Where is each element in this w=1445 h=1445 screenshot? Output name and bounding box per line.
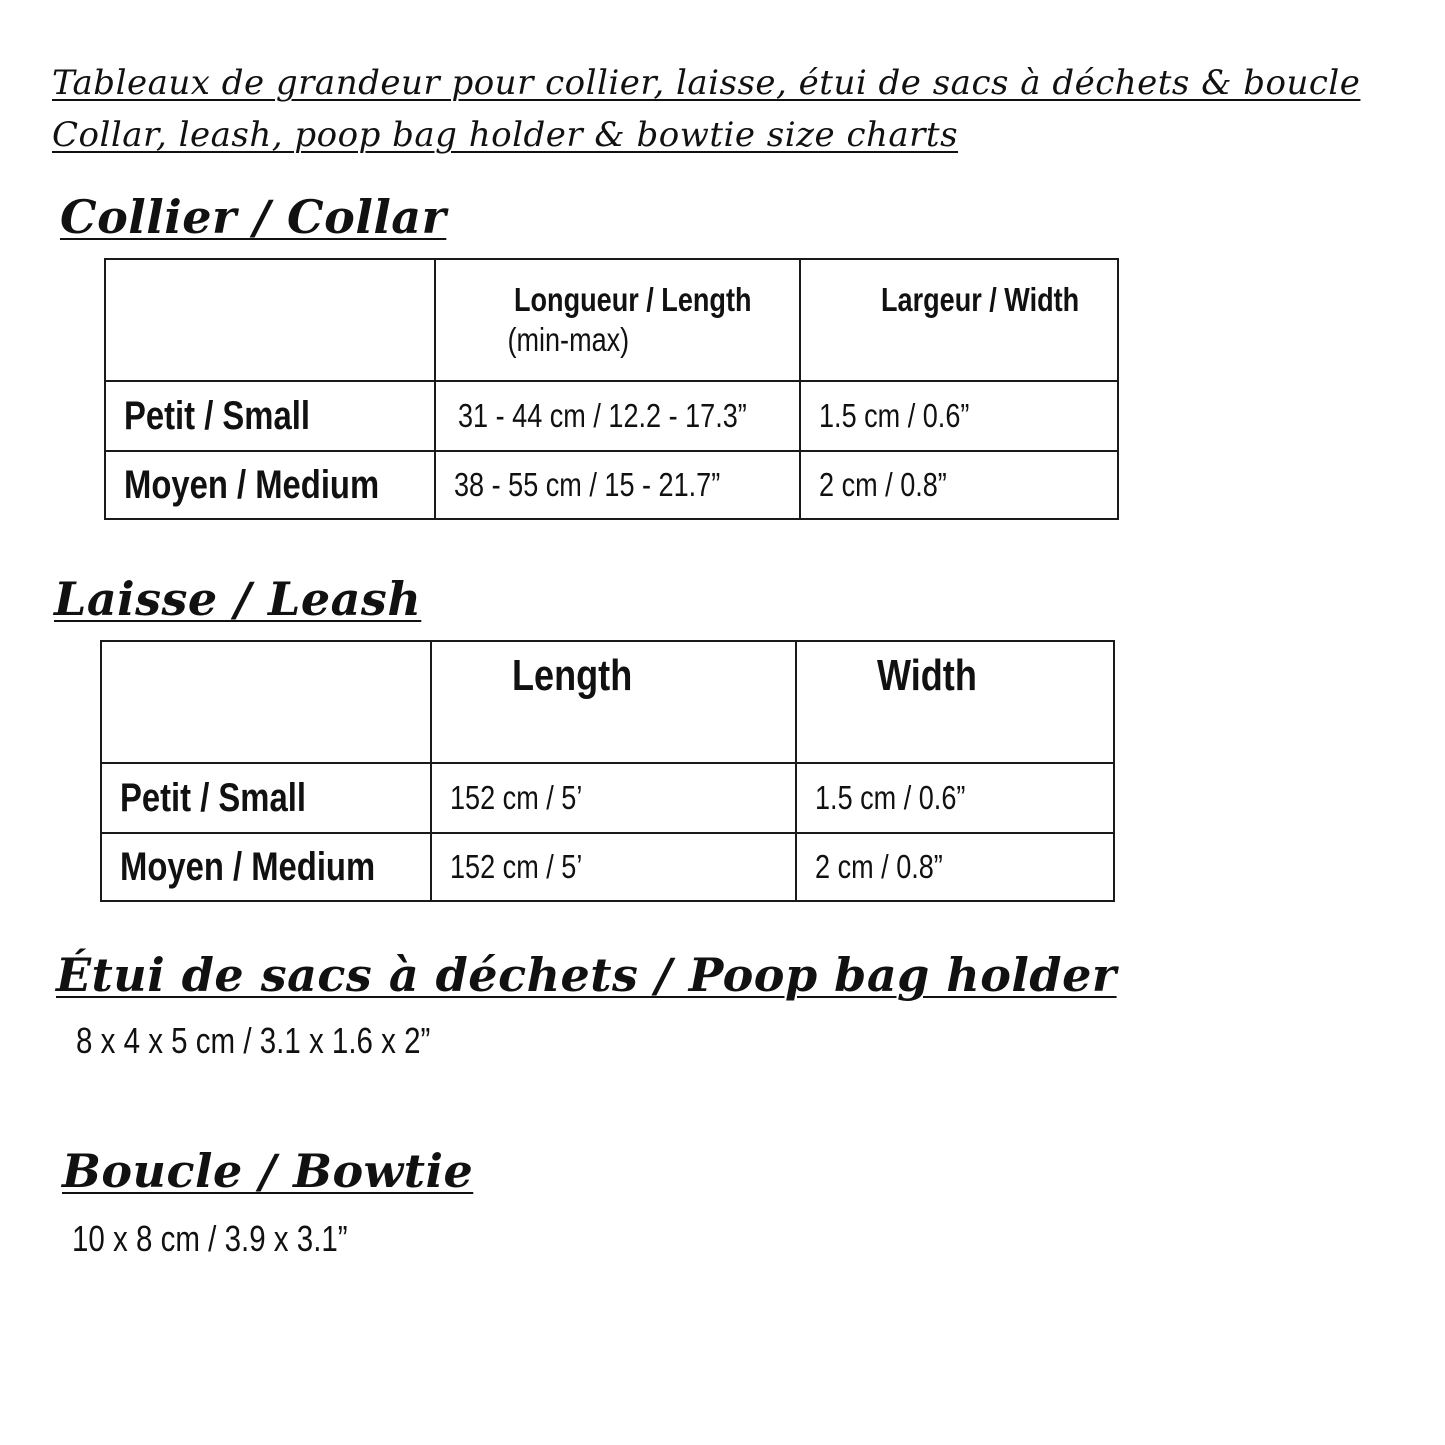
leash-width-label: Width	[877, 651, 977, 700]
size-label: Petit / Small	[120, 775, 306, 820]
page-title-french: Tableaux de grandeur pour collier, laisse, étui de sacs à déchets & boucle	[52, 63, 1361, 103]
collar-size-small	[105, 381, 435, 451]
length-value: 152 cm / 5’	[450, 848, 583, 885]
leash-length-small	[431, 763, 796, 833]
bowtie-heading: Boucle / Bowtie	[62, 1144, 474, 1198]
leash-size-small	[101, 763, 431, 833]
width-value: 1.5 cm / 0.6”	[815, 779, 966, 816]
collar-width-medium	[800, 451, 1118, 519]
dimensions-value: 8 x 4 x 5 cm / 3.1 x 1.6 x 2”	[76, 1020, 431, 1061]
table-row	[105, 381, 1118, 451]
collar-length-header	[435, 259, 800, 381]
leash-width-header	[796, 641, 1114, 763]
size-label: Petit / Small	[124, 393, 310, 438]
leash-width-small	[796, 763, 1114, 833]
page-title-english: Collar, leash, poop bag holder & bowtie size charts	[52, 115, 959, 155]
collar-length-label: Longueur / Length	[514, 281, 752, 318]
table-row	[101, 833, 1114, 901]
collar-length-medium	[435, 451, 800, 519]
leash-size-table	[100, 640, 1115, 902]
width-value: 2 cm / 0.8”	[815, 848, 943, 885]
leash-width-medium	[796, 833, 1114, 901]
leash-heading: Laisse / Leash	[54, 572, 422, 626]
collar-width-header	[800, 259, 1118, 381]
leash-length-label: Length	[512, 651, 633, 700]
collar-size-medium	[105, 451, 435, 519]
collar-header-empty-cell	[105, 259, 435, 381]
collar-length-note: (min-max)	[507, 321, 630, 358]
collar-heading: Collier / Collar	[60, 190, 447, 244]
length-value: 152 cm / 5’	[450, 779, 583, 816]
length-value: 31 - 44 cm / 12.2 - 17.3”	[458, 397, 747, 434]
width-value: 2 cm / 0.8”	[819, 466, 947, 503]
collar-header-row	[105, 259, 1118, 381]
poop-bag-holder-dimensions	[76, 1020, 508, 1062]
poop-bag-holder-heading: Étui de sacs à déchets / Poop bag holder	[56, 948, 1117, 1002]
collar-width-label: Largeur / Width	[881, 281, 1080, 318]
size-label: Moyen / Medium	[124, 462, 380, 507]
dimensions-value: 10 x 8 cm / 3.9 x 3.1”	[72, 1218, 348, 1259]
bowtie-dimensions	[72, 1218, 408, 1260]
collar-width-small	[800, 381, 1118, 451]
leash-header-empty-cell	[101, 641, 431, 763]
leash-size-medium	[101, 833, 431, 901]
width-value: 1.5 cm / 0.6”	[819, 397, 970, 434]
length-value: 38 - 55 cm / 15 - 21.7”	[454, 466, 721, 503]
collar-length-small	[435, 381, 800, 451]
leash-length-header	[431, 641, 796, 763]
size-label: Moyen / Medium	[120, 844, 376, 889]
leash-header-row	[101, 641, 1114, 763]
table-row	[101, 763, 1114, 833]
leash-length-medium	[431, 833, 796, 901]
table-row	[105, 451, 1118, 519]
collar-size-table	[104, 258, 1119, 520]
